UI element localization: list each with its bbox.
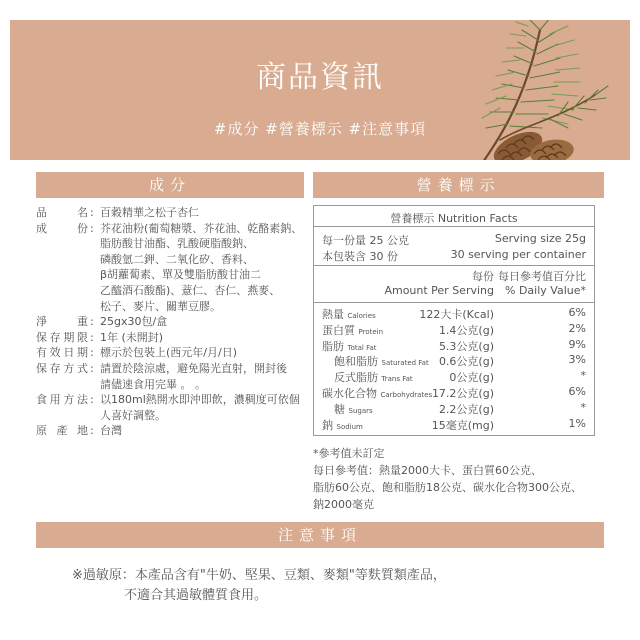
nutrient-name-en: Sugars (348, 406, 373, 415)
nutrient-daily-value: 2% (568, 321, 586, 335)
nutrient-value: 122大卡(Kcal) (419, 308, 494, 321)
nutrient-name-en: Calories (347, 312, 376, 320)
nutrient-row (314, 417, 594, 433)
ingredient-value-line: 人喜好調整。 (100, 408, 166, 422)
colon: : (90, 424, 94, 438)
ingredient-row (36, 314, 316, 330)
nutrient-name-zh: 蛋白質 (322, 323, 355, 337)
ingredient-label: 食用方法 (36, 393, 88, 407)
ingredient-value (100, 314, 316, 330)
nutrient-row (314, 353, 594, 369)
divider (314, 265, 594, 266)
nutrient-name (334, 401, 373, 417)
ingredient-value-line: 25gx30包/盒 (100, 315, 168, 329)
hero-banner (10, 20, 630, 160)
ingredient-value-line: 脂肪酸甘油酯、乳酸硬脂酸鈉、 (100, 237, 254, 251)
ingredients-list (36, 205, 316, 439)
hero-subtitle: #成分 #營養標示 #注意事項 (213, 120, 427, 138)
nutrient-daily-value: 6% (568, 385, 586, 398)
ingredient-row (36, 221, 316, 315)
colon: : (90, 206, 94, 219)
nutrient-daily-value: * (580, 369, 586, 383)
nutrient-value: 0公克(g) (449, 371, 494, 385)
nutrient-row (314, 322, 594, 338)
nutrient-name (322, 322, 383, 338)
colon: : (90, 221, 94, 235)
ingredient-value-line: 1年 (未開封) (100, 330, 164, 344)
nutrient-name-zh: 碳水化合物 (322, 387, 377, 400)
ingredient-value (100, 361, 316, 392)
serving-size-en: Serving size 25g (494, 232, 586, 245)
note-line: 鈉2000毫克 (313, 498, 374, 511)
nutrient-name (322, 417, 363, 433)
ingredient-label: 保存期限 (36, 330, 88, 344)
nutrient-name (334, 369, 413, 385)
colon: : (90, 361, 94, 375)
col-dv-en: % Daily Value* (505, 284, 586, 297)
colon: : (90, 346, 94, 360)
ingredient-value (100, 392, 316, 423)
nutrient-name-en: Trans Fat (381, 375, 413, 384)
nutrient-value: 15毫克(mg) (431, 418, 494, 432)
nutrient-name (334, 353, 429, 369)
nutrient-value: 0.6公克(g) (438, 355, 494, 369)
ingredient-value (100, 221, 316, 315)
nutrient-daily-value: 9% (568, 337, 586, 351)
nutrient-daily-value: 6% (568, 306, 586, 319)
ingredient-value-line: 請置於陰涼處，避免陽光直射，開封後 (100, 361, 287, 375)
allergen-line-2: 不適合其過敏體質食用。 (124, 588, 268, 603)
nutrient-name (322, 306, 376, 322)
ingredient-value-line: 芥花油粉(葡萄糖漿、芥花油、乾酪素鈉、 (100, 221, 303, 235)
page-title: 商品資訊 (256, 60, 384, 95)
nutrient-name (322, 338, 377, 354)
nutrient-name-zh: 脂肪 (322, 339, 344, 353)
nutrient-name (322, 385, 432, 401)
nutrient-row (314, 385, 594, 401)
ingredient-row (36, 345, 316, 361)
note-line: *參考值未訂定 (313, 447, 385, 460)
col-dv-zh: 每日參考值百分比 (498, 270, 586, 283)
nutrient-value: 2.2公克(g) (438, 402, 494, 416)
nutrient-name-en: Total Fat (347, 343, 377, 352)
ingredient-label: 成份 (36, 221, 88, 235)
nutrient-value: 5.3公克(g) (438, 339, 494, 353)
pine-branch-icon (430, 20, 630, 160)
section-nutrition-header: 營養標示 (313, 172, 604, 198)
ingredient-value (100, 345, 316, 361)
ingredient-value-line: 百穀精華之松子杏仁 (100, 206, 199, 219)
ingredient-label: 淨重 (36, 315, 88, 329)
ingredient-label: 原產地 (36, 424, 88, 438)
servings-en: 30 serving per container (450, 248, 586, 261)
nutrition-header: 營養標示 Nutrition Facts (314, 206, 594, 227)
serving-size-zh: 每一份量 25 公克 (322, 234, 409, 247)
note-line: 脂肪60公克、飽和脂肪18公克、碳水化合物300公克、 (313, 481, 582, 494)
ingredient-row (36, 423, 316, 439)
ingredient-value-line: 磷酸氫二鉀、二氧化矽、香料、 (100, 252, 254, 266)
nutrient-name-en: Protein (358, 327, 384, 336)
nutrient-row (314, 338, 594, 354)
note-line: 每日參考值：熱量2000大卡、蛋白質60公克、 (313, 464, 542, 477)
ingredient-value (100, 423, 316, 439)
ingredient-value (100, 330, 316, 346)
nutrient-name-zh: 熱量 (322, 308, 344, 321)
ingredient-value-line: 松子、麥片、關華豆膠。 (100, 299, 221, 313)
nutrient-name-zh: 鈉 (322, 418, 333, 432)
col-per-serving-en: Amount Per Serving (384, 284, 494, 297)
section-ingredients-header: 成分 (36, 172, 304, 198)
nutrient-daily-value: 1% (568, 416, 586, 430)
ingredient-row (36, 392, 316, 423)
nutrient-value: 1.4公克(g) (438, 323, 494, 337)
nutrient-name-en: Sodium (336, 422, 363, 431)
ingredient-value (100, 205, 316, 221)
nutrition-note (313, 445, 613, 513)
nutrient-name-zh: 反式脂肪 (334, 371, 378, 385)
nutrient-name-zh: 飽和脂肪 (334, 355, 378, 369)
colon: : (90, 330, 94, 344)
servings-zh: 本包裝含 30 份 (322, 250, 398, 263)
nutrient-row (314, 401, 594, 417)
nutrient-name-en: Saturated Fat (381, 359, 429, 368)
col-per-serving-zh: 每份 (472, 270, 494, 283)
nutrient-daily-value: 3% (568, 353, 586, 367)
ingredient-value-line: 請儘速食用完畢 。 。 (100, 377, 206, 391)
section-caution-header: 注意事項 (36, 522, 604, 548)
nutrient-name-zh: 糖 (334, 402, 345, 416)
nutrient-daily-value: * (580, 400, 586, 414)
colon: : (90, 393, 94, 407)
allergen-warning (72, 566, 446, 606)
colon: : (90, 315, 94, 329)
ingredient-label: 有效日期 (36, 346, 88, 360)
ingredient-label: 保存方式 (36, 361, 88, 375)
ingredient-value-line: 以180ml熱開水即沖即飲，濃稠度可依個 (100, 393, 300, 407)
ingredient-value-line: 台灣 (100, 424, 122, 438)
divider (314, 302, 594, 303)
nutrient-name-en: Carbohydrates (380, 391, 433, 399)
nutrient-row (314, 369, 594, 385)
ingredient-value-line: 標示於包裝上(西元年/月/日) (100, 346, 237, 360)
nutrient-row (314, 306, 594, 322)
ingredient-row (36, 361, 316, 392)
allergen-line-1: ※過敏原：本產品含有"牛奶、堅果、豆類、麥類"等麩質類產品， (72, 568, 446, 583)
ingredient-value-line: β胡蘿蔔素、單及雙脂肪酸甘油二 (100, 268, 262, 282)
ingredient-value-line: 乙醯酒石酸酯)、薏仁、杏仁、燕麥、 (100, 283, 281, 297)
nutrition-facts-table (313, 205, 595, 436)
ingredient-row (36, 205, 316, 221)
nutrient-value: 17.2公克(g) (431, 387, 494, 400)
ingredient-row (36, 330, 316, 346)
ingredient-label: 品名 (36, 206, 88, 219)
